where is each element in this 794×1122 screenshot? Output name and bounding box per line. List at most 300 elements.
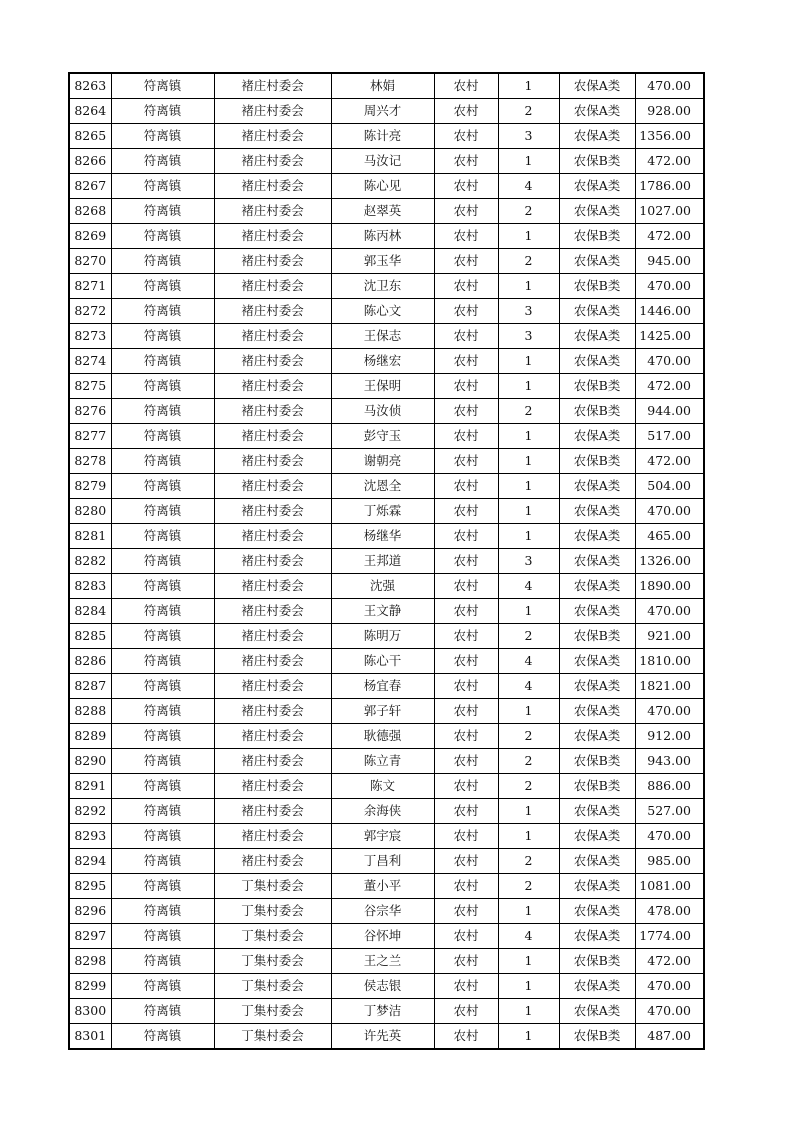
table-row	[69, 949, 704, 974]
amount-cell: 1446.00	[635, 299, 704, 324]
village-cell: 丁集村委会	[214, 999, 331, 1024]
person-name-cell: 丁烁霖	[331, 499, 434, 524]
amount-cell: 472.00	[635, 224, 704, 249]
amount-cell: 1081.00	[635, 874, 704, 899]
household-count-cell: 2	[498, 849, 559, 874]
village-cell: 褚庄村委会	[214, 774, 331, 799]
insurance-category-cell: 农保B类	[559, 149, 635, 174]
amount-cell: 465.00	[635, 524, 704, 549]
insurance-category-cell: 农保A类	[559, 299, 635, 324]
area-type-cell: 农村	[434, 374, 498, 399]
village-cell: 褚庄村委会	[214, 499, 331, 524]
table-row	[69, 849, 704, 874]
village-cell: 褚庄村委会	[214, 349, 331, 374]
town-cell: 符离镇	[111, 299, 214, 324]
person-name-cell: 陈心见	[331, 174, 434, 199]
amount-cell: 1774.00	[635, 924, 704, 949]
table-row	[69, 73, 704, 99]
insurance-category-cell: 农保A类	[559, 574, 635, 599]
amount-cell: 470.00	[635, 274, 704, 299]
table-row	[69, 99, 704, 124]
town-cell: 符离镇	[111, 324, 214, 349]
village-cell: 褚庄村委会	[214, 424, 331, 449]
amount-cell: 1890.00	[635, 574, 704, 599]
table-row	[69, 774, 704, 799]
area-type-cell: 农村	[434, 899, 498, 924]
insurance-category-cell: 农保A类	[559, 349, 635, 374]
person-name-cell: 谢朝亮	[331, 449, 434, 474]
town-cell: 符离镇	[111, 73, 214, 99]
area-type-cell: 农村	[434, 399, 498, 424]
town-cell: 符离镇	[111, 249, 214, 274]
area-type-cell: 农村	[434, 274, 498, 299]
household-count-cell: 1	[498, 899, 559, 924]
person-name-cell: 丁昌利	[331, 849, 434, 874]
person-name-cell: 王之兰	[331, 949, 434, 974]
amount-cell: 470.00	[635, 499, 704, 524]
area-type-cell: 农村	[434, 73, 498, 99]
amount-cell: 487.00	[635, 1024, 704, 1050]
village-cell: 褚庄村委会	[214, 574, 331, 599]
person-name-cell: 陈文	[331, 774, 434, 799]
row-id-cell: 8287	[69, 674, 111, 699]
amount-cell: 944.00	[635, 399, 704, 424]
area-type-cell: 农村	[434, 749, 498, 774]
area-type-cell: 农村	[434, 599, 498, 624]
area-type-cell: 农村	[434, 949, 498, 974]
household-count-cell: 3	[498, 299, 559, 324]
area-type-cell: 农村	[434, 574, 498, 599]
amount-cell: 1810.00	[635, 649, 704, 674]
village-cell: 丁集村委会	[214, 899, 331, 924]
town-cell: 符离镇	[111, 649, 214, 674]
person-name-cell: 彭守玉	[331, 424, 434, 449]
insurance-category-cell: 农保A类	[559, 974, 635, 999]
town-cell: 符离镇	[111, 574, 214, 599]
town-cell: 符离镇	[111, 849, 214, 874]
row-id-cell: 8276	[69, 399, 111, 424]
town-cell: 符离镇	[111, 274, 214, 299]
insurance-category-cell: 农保A类	[559, 73, 635, 99]
row-id-cell: 8295	[69, 874, 111, 899]
person-name-cell: 郭宇宸	[331, 824, 434, 849]
insurance-category-cell: 农保A类	[559, 474, 635, 499]
row-id-cell: 8269	[69, 224, 111, 249]
amount-cell: 470.00	[635, 699, 704, 724]
household-count-cell: 4	[498, 649, 559, 674]
area-type-cell: 农村	[434, 349, 498, 374]
town-cell: 符离镇	[111, 874, 214, 899]
area-type-cell: 农村	[434, 549, 498, 574]
person-name-cell: 谷怀坤	[331, 924, 434, 949]
table-row	[69, 574, 704, 599]
row-id-cell: 8292	[69, 799, 111, 824]
person-name-cell: 侯志银	[331, 974, 434, 999]
area-type-cell: 农村	[434, 699, 498, 724]
insurance-category-cell: 农保B类	[559, 1024, 635, 1050]
person-name-cell: 陈心干	[331, 649, 434, 674]
insurance-category-cell: 农保A类	[559, 174, 635, 199]
household-count-cell: 1	[498, 474, 559, 499]
person-name-cell: 耿德强	[331, 724, 434, 749]
amount-cell: 1326.00	[635, 549, 704, 574]
town-cell: 符离镇	[111, 424, 214, 449]
village-cell: 丁集村委会	[214, 949, 331, 974]
village-cell: 丁集村委会	[214, 924, 331, 949]
table-row	[69, 174, 704, 199]
town-cell: 符离镇	[111, 349, 214, 374]
insurance-category-cell: 农保B类	[559, 374, 635, 399]
amount-cell: 470.00	[635, 73, 704, 99]
table-row	[69, 499, 704, 524]
household-count-cell: 2	[498, 749, 559, 774]
row-id-cell: 8284	[69, 599, 111, 624]
area-type-cell: 农村	[434, 724, 498, 749]
amount-cell: 1786.00	[635, 174, 704, 199]
row-id-cell: 8278	[69, 449, 111, 474]
person-name-cell: 赵翠英	[331, 199, 434, 224]
table-row	[69, 549, 704, 574]
village-cell: 褚庄村委会	[214, 249, 331, 274]
insurance-category-cell: 农保A类	[559, 324, 635, 349]
table-row	[69, 349, 704, 374]
person-name-cell: 谷宗华	[331, 899, 434, 924]
person-name-cell: 杨继宏	[331, 349, 434, 374]
area-type-cell: 农村	[434, 774, 498, 799]
row-id-cell: 8273	[69, 324, 111, 349]
village-cell: 褚庄村委会	[214, 399, 331, 424]
household-count-cell: 2	[498, 249, 559, 274]
insurance-category-cell: 农保A类	[559, 799, 635, 824]
amount-cell: 472.00	[635, 374, 704, 399]
area-type-cell: 农村	[434, 474, 498, 499]
person-name-cell: 陈明万	[331, 624, 434, 649]
row-id-cell: 8301	[69, 1024, 111, 1050]
row-id-cell: 8271	[69, 274, 111, 299]
table-row	[69, 724, 704, 749]
village-cell: 褚庄村委会	[214, 174, 331, 199]
insurance-category-cell: 农保A类	[559, 99, 635, 124]
amount-cell: 472.00	[635, 949, 704, 974]
row-id-cell: 8296	[69, 899, 111, 924]
town-cell: 符离镇	[111, 749, 214, 774]
town-cell: 符离镇	[111, 549, 214, 574]
row-id-cell: 8280	[69, 499, 111, 524]
row-id-cell: 8298	[69, 949, 111, 974]
insurance-category-cell: 农保B类	[559, 749, 635, 774]
row-id-cell: 8274	[69, 349, 111, 374]
amount-cell: 472.00	[635, 449, 704, 474]
person-name-cell: 郭子轩	[331, 699, 434, 724]
household-count-cell: 2	[498, 874, 559, 899]
table-row	[69, 974, 704, 999]
person-name-cell: 许先英	[331, 1024, 434, 1050]
household-count-cell: 4	[498, 924, 559, 949]
table-row	[69, 699, 704, 724]
area-type-cell: 农村	[434, 199, 498, 224]
person-name-cell: 王保志	[331, 324, 434, 349]
area-type-cell: 农村	[434, 249, 498, 274]
row-id-cell: 8268	[69, 199, 111, 224]
household-count-cell: 1	[498, 599, 559, 624]
area-type-cell: 农村	[434, 149, 498, 174]
area-type-cell: 农村	[434, 924, 498, 949]
table-row	[69, 474, 704, 499]
town-cell: 符离镇	[111, 924, 214, 949]
person-name-cell: 陈计亮	[331, 124, 434, 149]
person-name-cell: 沈强	[331, 574, 434, 599]
person-name-cell: 董小平	[331, 874, 434, 899]
household-count-cell: 1	[498, 274, 559, 299]
person-name-cell: 杨宜春	[331, 674, 434, 699]
village-cell: 褚庄村委会	[214, 649, 331, 674]
table-row	[69, 824, 704, 849]
amount-cell: 1027.00	[635, 199, 704, 224]
row-id-cell: 8277	[69, 424, 111, 449]
village-cell: 褚庄村委会	[214, 799, 331, 824]
town-cell: 符离镇	[111, 99, 214, 124]
area-type-cell: 农村	[434, 649, 498, 674]
insurance-category-cell: 农保A类	[559, 874, 635, 899]
amount-cell: 470.00	[635, 824, 704, 849]
table-row	[69, 449, 704, 474]
village-cell: 褚庄村委会	[214, 749, 331, 774]
amount-cell: 470.00	[635, 999, 704, 1024]
row-id-cell: 8272	[69, 299, 111, 324]
village-cell: 褚庄村委会	[214, 474, 331, 499]
household-count-cell: 2	[498, 99, 559, 124]
village-cell: 褚庄村委会	[214, 524, 331, 549]
area-type-cell: 农村	[434, 174, 498, 199]
insurance-category-cell: 农保A类	[559, 649, 635, 674]
insurance-category-cell: 农保A类	[559, 599, 635, 624]
person-name-cell: 马汝侦	[331, 399, 434, 424]
household-count-cell: 1	[498, 999, 559, 1024]
subsidy-table	[68, 72, 705, 1050]
row-id-cell: 8270	[69, 249, 111, 274]
amount-cell: 478.00	[635, 899, 704, 924]
insurance-category-cell: 农保B类	[559, 274, 635, 299]
person-name-cell: 周兴才	[331, 99, 434, 124]
household-count-cell: 3	[498, 124, 559, 149]
town-cell: 符离镇	[111, 224, 214, 249]
village-cell: 褚庄村委会	[214, 624, 331, 649]
household-count-cell: 2	[498, 774, 559, 799]
table-row	[69, 524, 704, 549]
insurance-category-cell: 农保A类	[559, 549, 635, 574]
household-count-cell: 2	[498, 199, 559, 224]
person-name-cell: 陈丙林	[331, 224, 434, 249]
insurance-category-cell: 农保B类	[559, 949, 635, 974]
village-cell: 褚庄村委会	[214, 674, 331, 699]
table-row	[69, 599, 704, 624]
table-row	[69, 674, 704, 699]
person-name-cell: 林娟	[331, 73, 434, 99]
town-cell: 符离镇	[111, 174, 214, 199]
area-type-cell: 农村	[434, 99, 498, 124]
village-cell: 丁集村委会	[214, 974, 331, 999]
table-row	[69, 374, 704, 399]
area-type-cell: 农村	[434, 974, 498, 999]
row-id-cell: 8299	[69, 974, 111, 999]
table-row	[69, 874, 704, 899]
insurance-category-cell: 农保A类	[559, 424, 635, 449]
town-cell: 符离镇	[111, 624, 214, 649]
village-cell: 褚庄村委会	[214, 724, 331, 749]
area-type-cell: 农村	[434, 1024, 498, 1050]
table-row	[69, 274, 704, 299]
town-cell: 符离镇	[111, 499, 214, 524]
row-id-cell: 8294	[69, 849, 111, 874]
person-name-cell: 杨继华	[331, 524, 434, 549]
town-cell: 符离镇	[111, 524, 214, 549]
area-type-cell: 农村	[434, 799, 498, 824]
village-cell: 褚庄村委会	[214, 324, 331, 349]
insurance-category-cell: 农保A类	[559, 699, 635, 724]
household-count-cell: 1	[498, 699, 559, 724]
household-count-cell: 1	[498, 149, 559, 174]
table-row	[69, 424, 704, 449]
row-id-cell: 8291	[69, 774, 111, 799]
household-count-cell: 3	[498, 549, 559, 574]
insurance-category-cell: 农保B类	[559, 399, 635, 424]
town-cell: 符离镇	[111, 949, 214, 974]
household-count-cell: 1	[498, 73, 559, 99]
insurance-category-cell: 农保A类	[559, 499, 635, 524]
table-row	[69, 199, 704, 224]
insurance-category-cell: 农保A类	[559, 124, 635, 149]
person-name-cell: 王邦道	[331, 549, 434, 574]
area-type-cell: 农村	[434, 324, 498, 349]
row-id-cell: 8285	[69, 624, 111, 649]
row-id-cell: 8286	[69, 649, 111, 674]
household-count-cell: 1	[498, 799, 559, 824]
town-cell: 符离镇	[111, 149, 214, 174]
amount-cell: 943.00	[635, 749, 704, 774]
row-id-cell: 8283	[69, 574, 111, 599]
village-cell: 褚庄村委会	[214, 73, 331, 99]
insurance-category-cell: 农保A类	[559, 524, 635, 549]
area-type-cell: 农村	[434, 674, 498, 699]
area-type-cell: 农村	[434, 874, 498, 899]
area-type-cell: 农村	[434, 524, 498, 549]
person-name-cell: 王文静	[331, 599, 434, 624]
table-row	[69, 624, 704, 649]
village-cell: 丁集村委会	[214, 874, 331, 899]
amount-cell: 1356.00	[635, 124, 704, 149]
table-row	[69, 999, 704, 1024]
table-row	[69, 149, 704, 174]
household-count-cell: 1	[498, 524, 559, 549]
insurance-category-cell: 农保A类	[559, 199, 635, 224]
amount-cell: 504.00	[635, 474, 704, 499]
area-type-cell: 农村	[434, 624, 498, 649]
person-name-cell: 郭玉华	[331, 249, 434, 274]
town-cell: 符离镇	[111, 124, 214, 149]
household-count-cell: 3	[498, 324, 559, 349]
village-cell: 褚庄村委会	[214, 124, 331, 149]
insurance-category-cell: 农保A类	[559, 724, 635, 749]
area-type-cell: 农村	[434, 224, 498, 249]
village-cell: 褚庄村委会	[214, 199, 331, 224]
household-count-cell: 2	[498, 399, 559, 424]
table-row	[69, 1024, 704, 1050]
row-id-cell: 8263	[69, 73, 111, 99]
insurance-category-cell: 农保B类	[559, 624, 635, 649]
insurance-category-cell: 农保A类	[559, 999, 635, 1024]
table-body	[69, 73, 704, 1049]
household-count-cell: 4	[498, 574, 559, 599]
town-cell: 符离镇	[111, 399, 214, 424]
insurance-category-cell: 农保A类	[559, 249, 635, 274]
area-type-cell: 农村	[434, 449, 498, 474]
person-name-cell: 陈立青	[331, 749, 434, 774]
amount-cell: 1821.00	[635, 674, 704, 699]
insurance-category-cell: 农保A类	[559, 899, 635, 924]
table-row	[69, 224, 704, 249]
table-row	[69, 299, 704, 324]
area-type-cell: 农村	[434, 499, 498, 524]
village-cell: 褚庄村委会	[214, 274, 331, 299]
amount-cell: 1425.00	[635, 324, 704, 349]
table-row	[69, 799, 704, 824]
village-cell: 褚庄村委会	[214, 824, 331, 849]
insurance-category-cell: 农保A类	[559, 924, 635, 949]
row-id-cell: 8300	[69, 999, 111, 1024]
town-cell: 符离镇	[111, 599, 214, 624]
village-cell: 褚庄村委会	[214, 149, 331, 174]
table-row	[69, 399, 704, 424]
row-id-cell: 8281	[69, 524, 111, 549]
insurance-category-cell: 农保A类	[559, 824, 635, 849]
row-id-cell: 8267	[69, 174, 111, 199]
person-name-cell: 沈卫东	[331, 274, 434, 299]
area-type-cell: 农村	[434, 424, 498, 449]
amount-cell: 470.00	[635, 599, 704, 624]
row-id-cell: 8288	[69, 699, 111, 724]
table-row	[69, 124, 704, 149]
household-count-cell: 2	[498, 624, 559, 649]
village-cell: 丁集村委会	[214, 1024, 331, 1050]
household-count-cell: 1	[498, 824, 559, 849]
village-cell: 褚庄村委会	[214, 299, 331, 324]
town-cell: 符离镇	[111, 999, 214, 1024]
insurance-category-cell: 农保A类	[559, 849, 635, 874]
town-cell: 符离镇	[111, 699, 214, 724]
person-name-cell: 马汝记	[331, 149, 434, 174]
household-count-cell: 1	[498, 224, 559, 249]
town-cell: 符离镇	[111, 674, 214, 699]
village-cell: 褚庄村委会	[214, 224, 331, 249]
town-cell: 符离镇	[111, 449, 214, 474]
town-cell: 符离镇	[111, 199, 214, 224]
person-name-cell: 沈恩全	[331, 474, 434, 499]
town-cell: 符离镇	[111, 799, 214, 824]
household-count-cell: 1	[498, 949, 559, 974]
household-count-cell: 4	[498, 174, 559, 199]
household-count-cell: 2	[498, 724, 559, 749]
village-cell: 褚庄村委会	[214, 849, 331, 874]
person-name-cell: 余海侠	[331, 799, 434, 824]
amount-cell: 470.00	[635, 349, 704, 374]
row-id-cell: 8279	[69, 474, 111, 499]
area-type-cell: 农村	[434, 999, 498, 1024]
town-cell: 符离镇	[111, 774, 214, 799]
amount-cell: 928.00	[635, 99, 704, 124]
household-count-cell: 1	[498, 424, 559, 449]
amount-cell: 470.00	[635, 974, 704, 999]
person-name-cell: 王保明	[331, 374, 434, 399]
